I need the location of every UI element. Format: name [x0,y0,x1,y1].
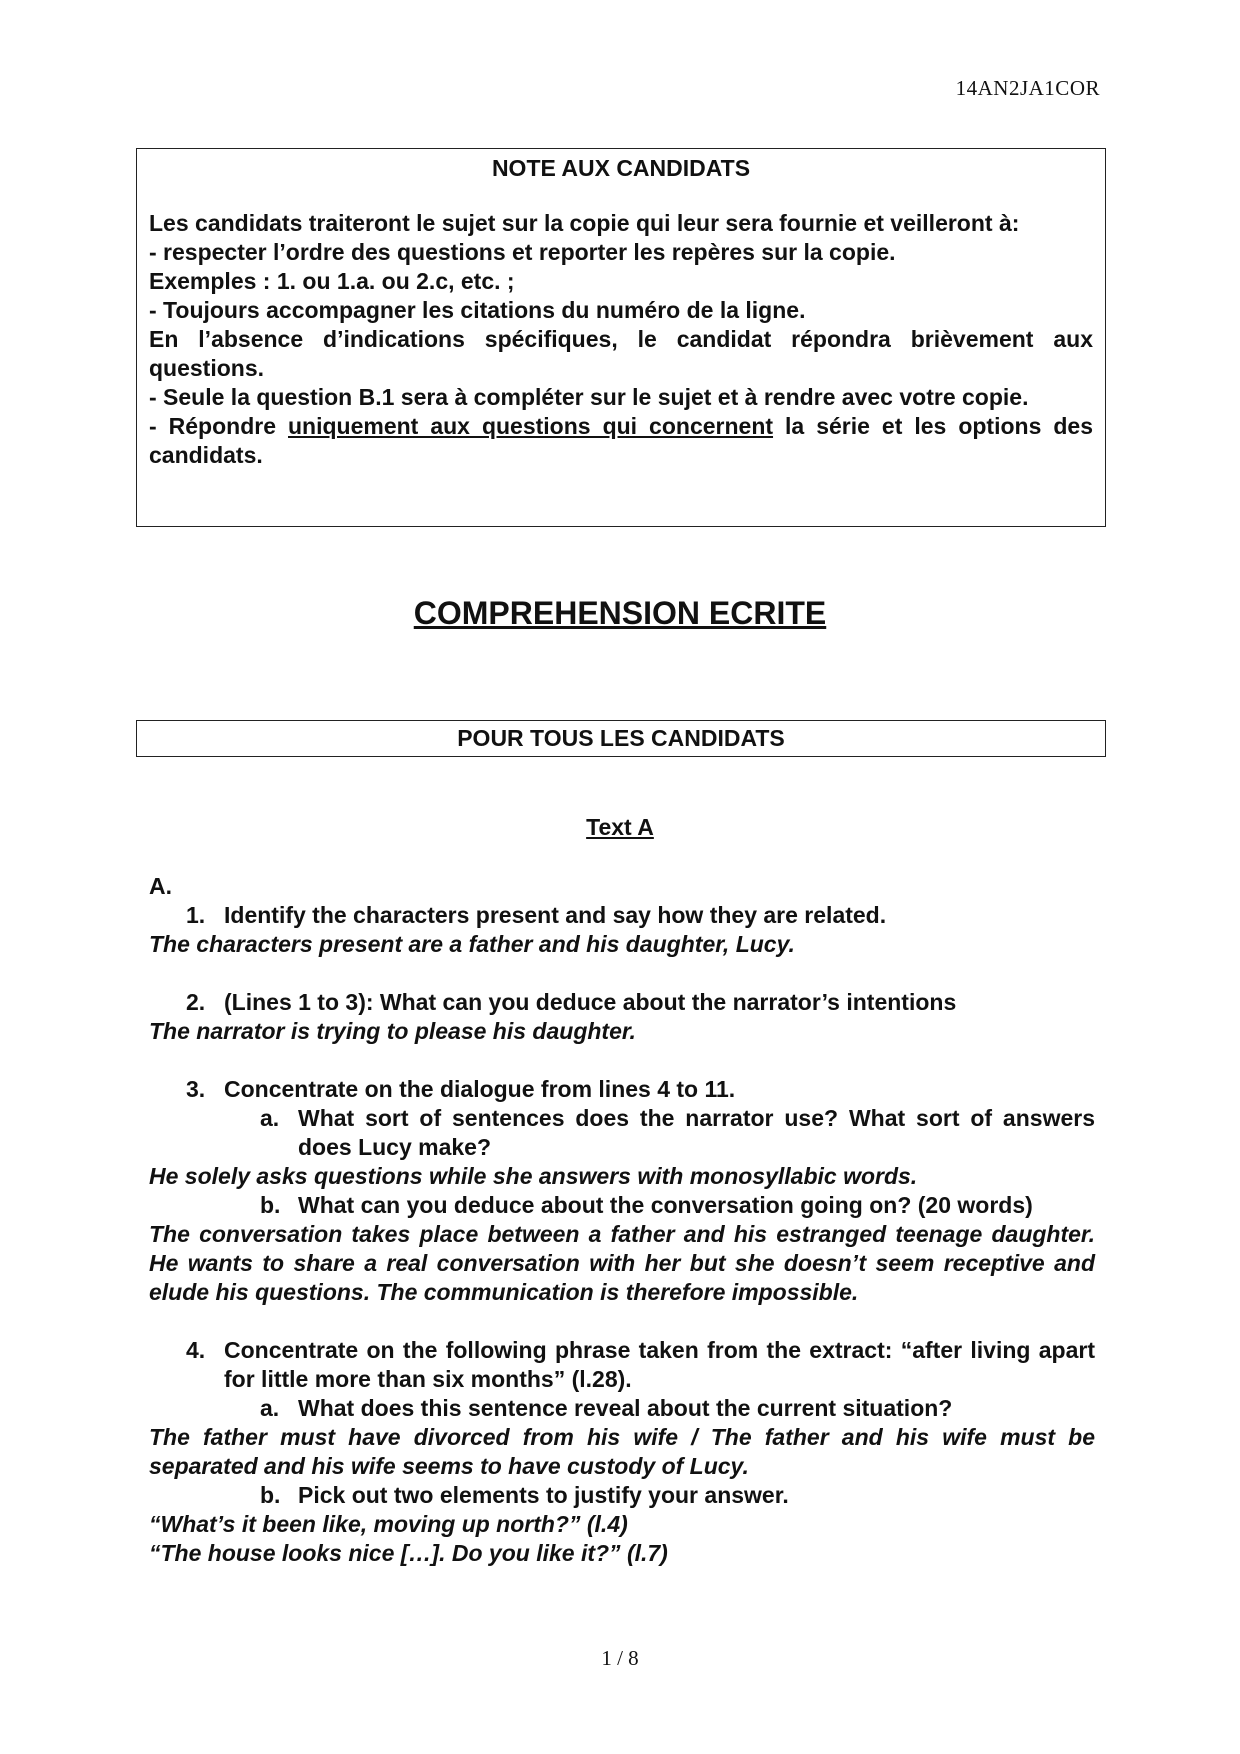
note-box [136,148,1106,527]
question-text: What can you deduce about the conversation going on? (20 words) [298,1192,1033,1218]
note-line: Les candidats traiteront le sujet sur la copie qui leur sera fournie et veilleront à: [149,210,1020,236]
question-4b [149,1481,1095,1510]
note-text: - Répondre [149,413,288,439]
answer-text: He solely asks questions while she answers with monosyllabic words. [149,1163,918,1189]
note-line [149,412,1093,470]
note-line: - Seule la question B.1 sera à compléter sur le sujet et à rendre avec votre copie. [149,384,1029,410]
note-line: En l’absence d’indications spécifiques, le candidat répondra brièvement aux questions. [149,326,1093,381]
question-text: (Lines 1 to 3): What can you deduce about the narrator’s intentions [224,989,957,1015]
question-number: 2. [186,989,206,1015]
question-3a [149,1104,1095,1162]
main-title: COMPREHENSION ECRITE [413,595,827,631]
question-number: 3. [186,1076,206,1102]
answer-text: “What’s it been like, moving up north?” (l.4) [149,1511,628,1537]
question-text: What sort of sentences does the narrator use? What sort of answers does Lucy make? [298,1105,1095,1160]
answer-text: The characters present are a father and his daughter, Lucy. [149,931,795,957]
note-underlined-text: uniquement aux questions qui concernent [288,413,774,439]
question-4a [149,1394,1095,1423]
question-section [149,872,1095,1568]
question-3 [149,1075,1095,1104]
question-2 [149,988,1095,1017]
section-label: A. [149,873,172,899]
note-line: Exemples : 1. ou 1.a. ou 2.c, etc. ; [149,268,515,294]
answer-text: The conversation takes place between a father and his estranged teenage daughter. He wants to share a real conversation with her but she doesn’t seem receptive and elude his questions. The communication is therefore impossible. [149,1221,1095,1305]
question-number: a. [260,1395,280,1421]
note-line: - Toujours accompagner les citations du numéro de la ligne. [149,297,806,323]
answer-text: The father must have divorced from his wife / The father and his wife must be separated and his wife seems to have custody of Lucy. [149,1424,1095,1479]
question-1 [149,901,1095,930]
question-number: b. [260,1482,281,1508]
question-text: Pick out two elements to justify your answer. [298,1482,789,1508]
document-reference: 14AN2JA1COR [955,76,1100,100]
answer-text: “The house looks nice […]. Do you like it?” (l.7) [149,1540,668,1566]
all-candidates-box: POUR TOUS LES CANDIDATS [136,720,1106,757]
question-number: a. [260,1105,280,1131]
question-text: Concentrate on the dialogue from lines 4 to 11. [224,1076,736,1102]
note-text: la série et les options des candidats. [149,413,1093,468]
question-text: What does this sentence reveal about the current situation? [298,1395,953,1421]
question-text: Concentrate on the following phrase taken from the extract: “after living apart for little more than six months” (l.28). [224,1337,1095,1392]
question-number: b. [260,1192,281,1218]
question-number: 4. [186,1337,206,1363]
question-text: Identify the characters present and say how they are related. [224,902,887,928]
page-number: 1 / 8 [601,1646,639,1670]
note-line: - respecter l’ordre des questions et reporter les repères sur la copie. [149,239,896,265]
answer-text: The narrator is trying to please his daughter. [149,1018,636,1044]
question-number: 1. [186,902,206,928]
question-3b [149,1191,1095,1220]
text-title: Text A [586,814,654,840]
note-title: NOTE AUX CANDIDATS [491,155,751,181]
question-4 [149,1336,1095,1394]
